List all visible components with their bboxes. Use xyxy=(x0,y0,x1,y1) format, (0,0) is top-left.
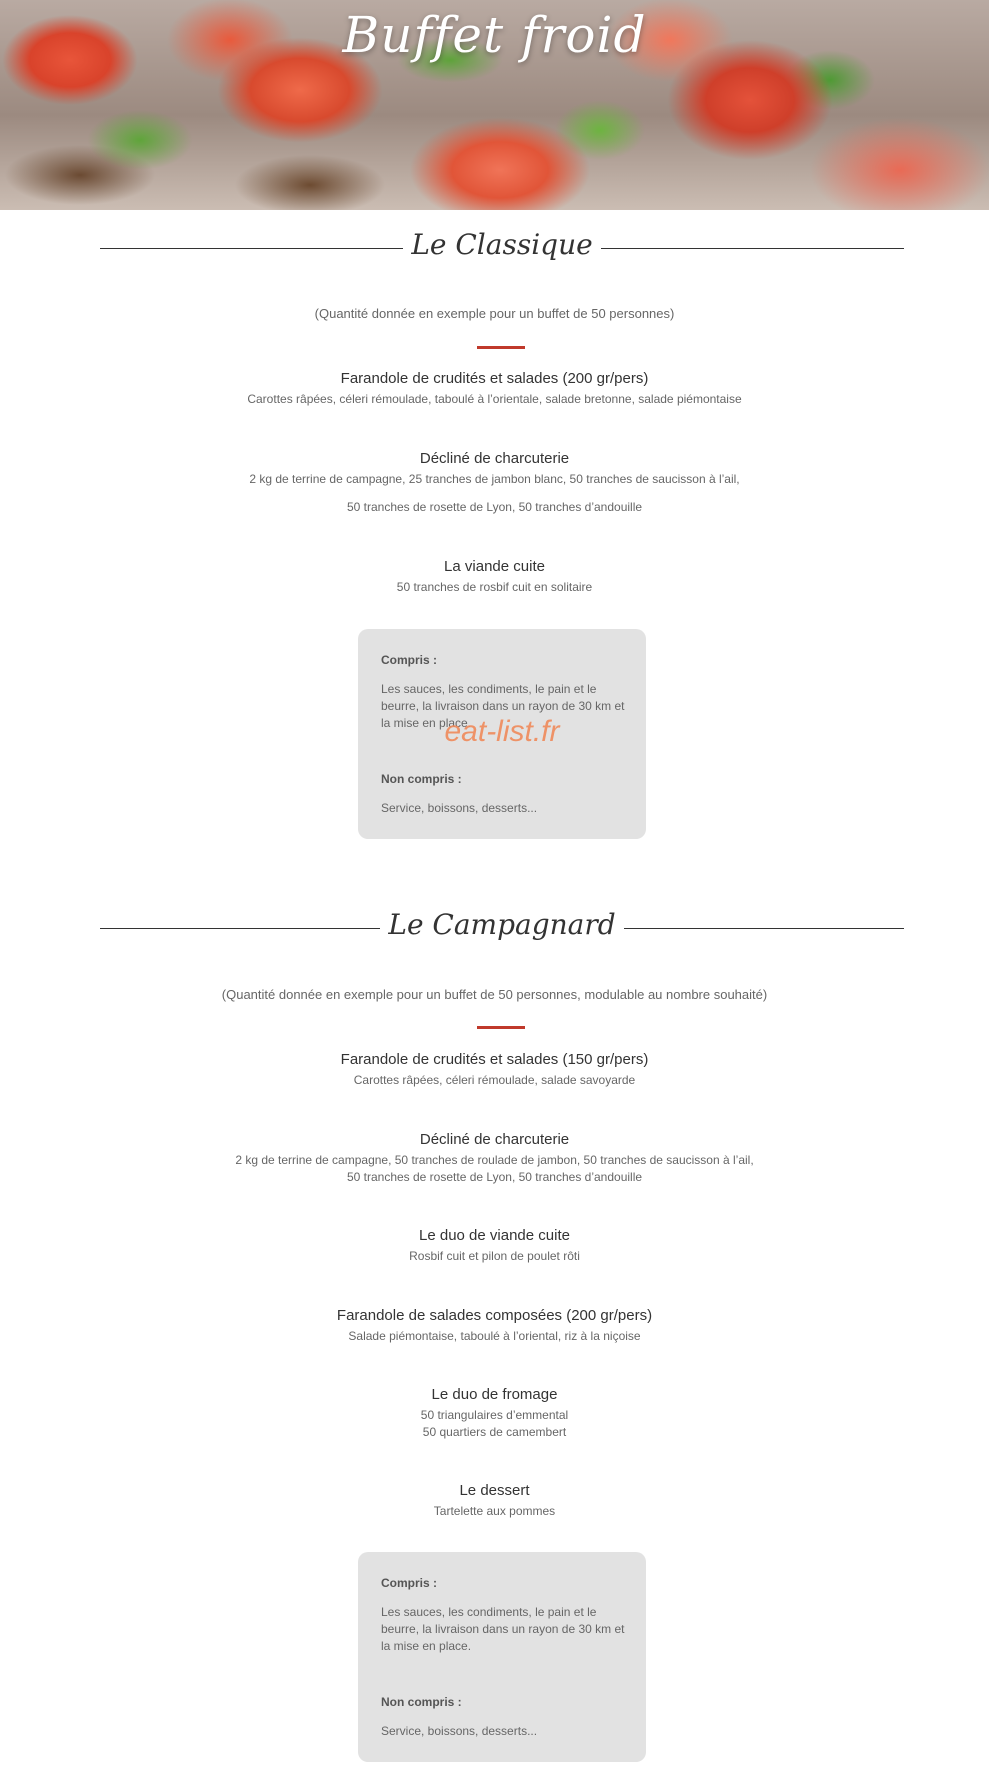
menu-item-desc: 2 kg de terrine de campagne, 50 tranches de roulade de jambon, 50 tranches de saucisson à l’ail, xyxy=(235,1153,754,1167)
excluded-label: Non compris : xyxy=(381,772,462,786)
menu-item-desc: 50 tranches de rosette de Lyon, 50 tranches d’andouille xyxy=(346,500,643,514)
hero-banner xyxy=(0,0,989,210)
accent-divider xyxy=(477,1026,525,1029)
menu-item-title: Décliné de charcuterie xyxy=(419,1131,570,1148)
menu-item-title: Farandole de crudités et salades (150 gr/pers) xyxy=(340,1051,649,1068)
included-label: Compris : xyxy=(381,653,438,667)
menu-item-desc: 50 triangulaires d’emmental xyxy=(420,1408,569,1422)
section-heading-campagnard xyxy=(100,908,904,948)
menu-item-title: Farandole de crudités et salades (200 gr/pers) xyxy=(340,370,649,387)
section-note: (Quantité donnée en exemple pour un buffet de 50 personnes) xyxy=(314,306,675,321)
menu-item xyxy=(0,558,989,596)
menu-item-title: Le dessert xyxy=(459,1482,530,1499)
menu-item-desc: Carottes râpées, céleri rémoulade, taboulé à l’orientale, salade bretonne, salade piémontaise xyxy=(247,392,742,406)
section-note: (Quantité donnée en exemple pour un buffet de 50 personnes, modulable au nombre souhaité) xyxy=(221,987,768,1002)
page-title: Buffet froid xyxy=(342,6,647,64)
menu-item xyxy=(0,1051,989,1089)
menu-item-desc: 50 quartiers de camembert xyxy=(422,1425,567,1439)
section-title: Le Campagnard xyxy=(380,908,623,941)
menu-item-title: Le duo de fromage xyxy=(431,1386,558,1403)
section-heading-classique xyxy=(100,228,904,268)
section-title: Le Classique xyxy=(403,228,600,261)
included-label: Compris : xyxy=(381,1576,438,1590)
menu-item xyxy=(0,1307,989,1345)
menu-item xyxy=(0,1482,989,1520)
menu-item-title: Décliné de charcuterie xyxy=(419,450,570,467)
menu-item-desc: 2 kg de terrine de campagne, 25 tranches de jambon blanc, 50 tranches de saucisson à l’ail, xyxy=(249,472,740,486)
menu-item-desc: 50 tranches de rosbif cuit en solitaire xyxy=(396,580,593,594)
info-box xyxy=(358,629,646,839)
menu-item xyxy=(0,1386,989,1441)
info-box xyxy=(358,1552,646,1762)
menu-item xyxy=(0,1227,989,1265)
menu-item-desc: Tartelette aux pommes xyxy=(433,1504,556,1518)
menu-item xyxy=(0,450,989,516)
menu-item-desc: Carottes râpées, céleri rémoulade, salade savoyarde xyxy=(353,1073,636,1087)
accent-divider xyxy=(477,346,525,349)
included-text: Les sauces, les condiments, le pain et le beurre, la livraison dans un rayon de 30 km et la mise en place. xyxy=(381,1605,625,1653)
menu-item-desc: Salade piémontaise, taboulé à l’oriental, riz à la niçoise xyxy=(348,1329,641,1343)
excluded-text: Service, boissons, desserts... xyxy=(381,1724,538,1738)
menu-item xyxy=(0,370,989,408)
menu-item-desc: 50 tranches de rosette de Lyon, 50 tranches d’andouille xyxy=(346,1170,643,1184)
menu-item-title: Farandole de salades composées (200 gr/pers) xyxy=(336,1307,653,1324)
excluded-label: Non compris : xyxy=(381,1695,462,1709)
included-text: Les sauces, les condiments, le pain et le beurre, la livraison dans un rayon de 30 km et la mise en place. xyxy=(381,682,625,730)
menu-item xyxy=(0,1131,989,1186)
menu-item-title: Le duo de viande cuite xyxy=(419,1227,570,1244)
menu-item-desc: Rosbif cuit et pilon de poulet rôti xyxy=(409,1249,580,1263)
menu-item-title: La viande cuite xyxy=(444,558,545,575)
excluded-text: Service, boissons, desserts... xyxy=(381,801,538,815)
watermark: eat-list.fr xyxy=(444,715,560,748)
